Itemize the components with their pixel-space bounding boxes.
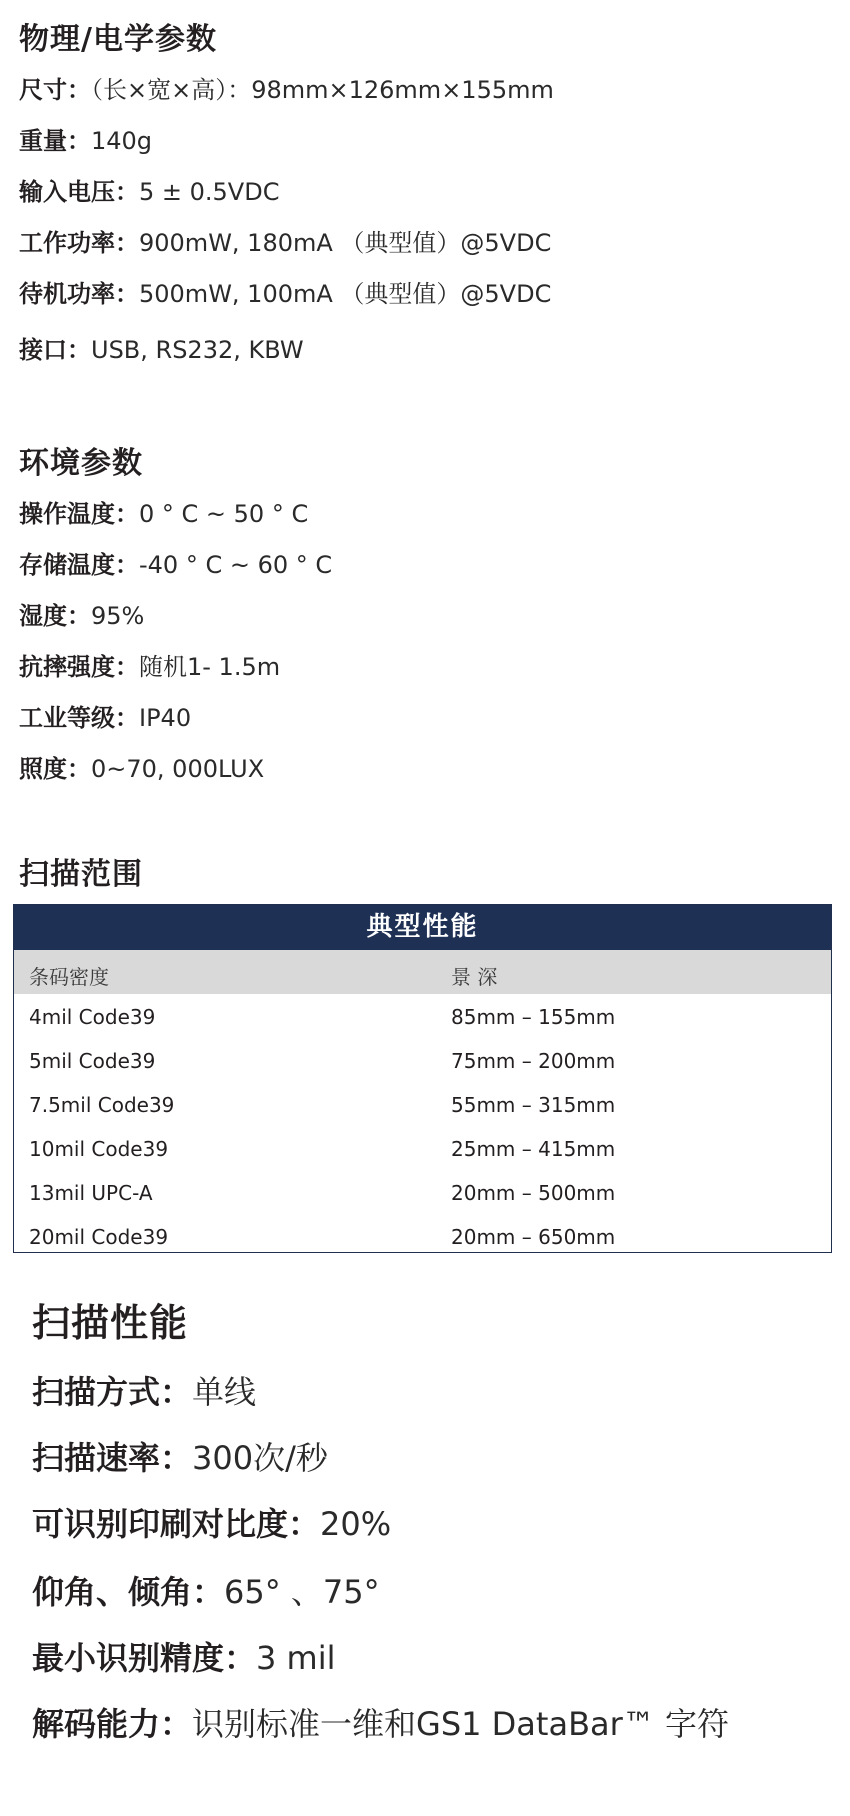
spec-value: 单线 (192, 1373, 257, 1411)
spec-row-print-contrast (32, 1499, 391, 1545)
spec-value: 900mW, 180mA （典型值）@5VDC (139, 229, 552, 257)
spec-row-industrial-grade (19, 698, 191, 733)
spec-value: 3 mil (256, 1639, 336, 1677)
table-cell-density: 13mil UPC-A (29, 1181, 153, 1205)
spec-row-storage-temp (19, 545, 332, 580)
table-cell-density: 20mil Code39 (29, 1225, 169, 1249)
table-row (14, 1126, 831, 1170)
spec-row-scan-rate (32, 1433, 328, 1479)
spec-value: 65° 、75° (224, 1573, 380, 1611)
table-cell-depth: 55mm – 315mm (451, 1093, 616, 1117)
table-cell-density: 5mil Code39 (29, 1049, 156, 1073)
spec-value: 随机1- 1.5m (139, 653, 281, 681)
table-cell-depth: 85mm – 155mm (451, 1005, 616, 1029)
table-row (14, 1082, 831, 1126)
spec-key: 尺寸： (19, 76, 91, 104)
table-cell-depth: 20mm – 500mm (451, 1181, 616, 1205)
performance-table (13, 904, 832, 1253)
table-header: 典型性能 (14, 905, 831, 950)
spec-key: 可识别印刷对比度： (32, 1505, 321, 1543)
spec-key: 解码能力： (32, 1705, 193, 1743)
spec-value: -40 ° C ~ 60 ° C (139, 551, 333, 579)
spec-key: 抗摔强度： (19, 653, 139, 681)
column-header-barcode-density: 条码密度 (29, 965, 109, 989)
spec-key: 扫描速率： (32, 1439, 193, 1477)
spec-key: 照度： (19, 755, 91, 783)
spec-key: 待机功率： (19, 280, 139, 308)
spec-key: 接口： (19, 336, 91, 364)
spec-value: 0~70, 000LUX (91, 755, 265, 783)
spec-row-weight (19, 121, 152, 156)
spec-key: 输入电压： (19, 178, 139, 206)
spec-value: 识别标准一维和GS1 DataBar™ 字符 (192, 1705, 729, 1743)
spec-row-decode-capability (32, 1699, 729, 1745)
spec-row-drop-resistance (19, 647, 280, 682)
spec-value: 140g (91, 127, 153, 155)
spec-key: 操作温度： (19, 500, 139, 528)
spec-key: 仰角、倾角： (32, 1573, 225, 1611)
spec-row-scan-mode (32, 1367, 256, 1413)
table-cell-density: 7.5mil Code39 (29, 1093, 175, 1117)
spec-value: 95% (91, 602, 145, 630)
spec-key: 湿度： (19, 602, 91, 630)
spec-row-operating-temp (19, 494, 308, 529)
physical-section-title: 物理/电学参数 (19, 22, 217, 57)
table-row (14, 1214, 831, 1258)
spec-row-input-voltage (19, 172, 279, 207)
spec-value: 20% (320, 1505, 392, 1543)
spec-key: 最小识别精度： (32, 1639, 257, 1677)
spec-key: 工业等级： (19, 704, 139, 732)
scan-performance-section-title: 扫描性能 (32, 1301, 189, 1345)
spec-row-operating-power (19, 223, 551, 258)
spec-value: 0 ° C ~ 50 ° C (139, 500, 309, 528)
table-row (14, 994, 831, 1038)
table-cell-depth: 25mm – 415mm (451, 1137, 616, 1161)
spec-row-interface (19, 330, 304, 365)
environment-section-title: 环境参数 (19, 446, 143, 481)
spec-row-illumination (19, 749, 264, 784)
table-cell-density: 10mil Code39 (29, 1137, 169, 1161)
spec-key: 存储温度： (19, 551, 139, 579)
spec-key: 重量： (19, 127, 91, 155)
spec-row-min-resolution (32, 1633, 336, 1679)
table-row (14, 1170, 831, 1214)
spec-row-pitch-skew (32, 1567, 380, 1613)
spec-key: 扫描方式： (32, 1373, 193, 1411)
spec-value: 300次/秒 (192, 1439, 328, 1477)
table-cell-depth: 75mm – 200mm (451, 1049, 616, 1073)
spec-value: 500mW, 100mA （典型值）@5VDC (139, 280, 552, 308)
spec-value: USB, RS232, KBW (91, 336, 304, 364)
column-header-depth-of-field: 景 深 (451, 965, 498, 989)
spec-row-dimensions (19, 70, 554, 105)
scan-range-section-title: 扫描范围 (19, 857, 143, 892)
table-cell-density: 4mil Code39 (29, 1005, 156, 1029)
spec-value: 5 ± 0.5VDC (139, 178, 280, 206)
spec-row-standby-power (19, 274, 551, 309)
spec-row-humidity (19, 596, 144, 631)
spec-value: （长×宽×高）：98mm×126mm×155mm (91, 76, 554, 104)
table-column-headers (14, 950, 831, 994)
spec-value: IP40 (139, 704, 192, 732)
table-cell-depth: 20mm – 650mm (451, 1225, 616, 1249)
spec-key: 工作功率： (19, 229, 139, 257)
table-row (14, 1038, 831, 1082)
